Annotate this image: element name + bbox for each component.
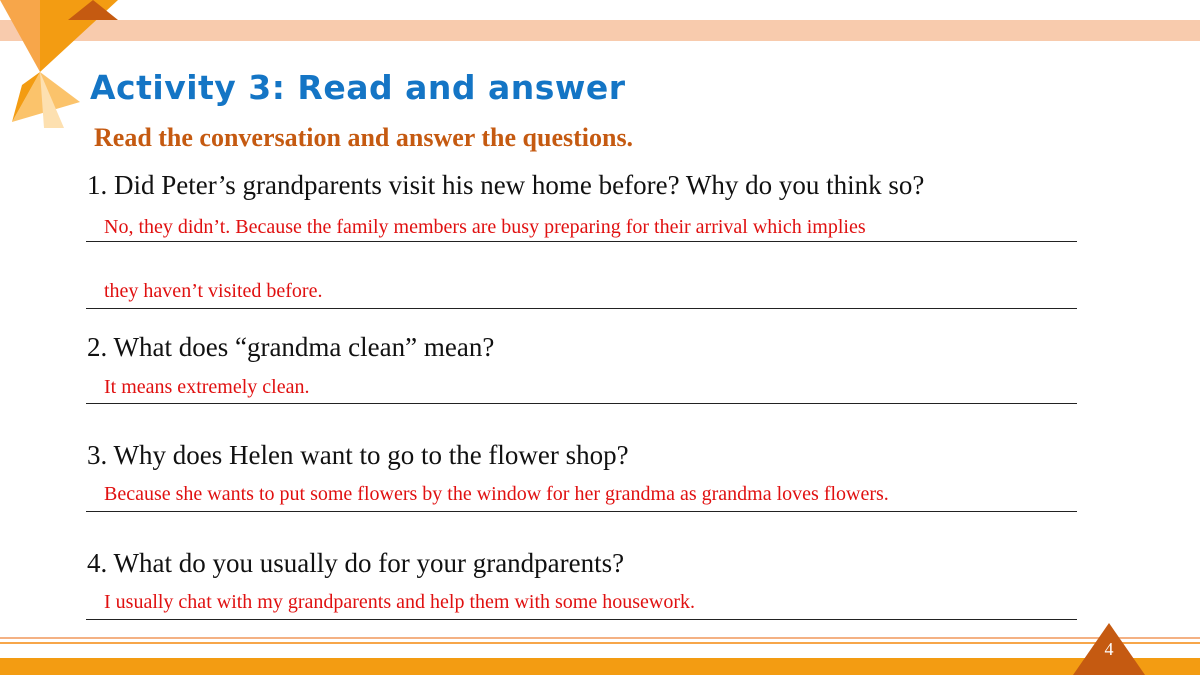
bottom-decor-line — [0, 642, 1200, 644]
page-number: 4 — [1104, 639, 1114, 659]
question-2: 2. What does “grandma clean” mean? — [87, 332, 495, 362]
question-1: 1. Did Peter’s grandparents visit his new home before? Why do you think so? — [87, 170, 925, 200]
answer-4: I usually chat with my grandparents and help them with some housework. — [104, 591, 695, 613]
top-decor-band — [0, 20, 1200, 41]
page-title: Activity 3: Read and answer — [90, 68, 626, 107]
answer-2: It means extremely clean. — [104, 376, 310, 398]
answer-line — [86, 241, 1077, 242]
bottom-decor-band — [0, 658, 1200, 675]
answer-line — [86, 511, 1077, 512]
answer-line — [86, 403, 1077, 404]
question-3: 3. Why does Helen want to go to the flower shop? — [87, 440, 629, 470]
answer-line — [86, 619, 1077, 620]
answer-1-line-2: they haven’t visited before. — [104, 280, 323, 302]
instructions: Read the conversation and answer the questions. — [94, 123, 634, 152]
answer-3: Because she wants to put some flowers by the window for her grandma as grandma loves flowers. — [104, 483, 889, 505]
answer-line — [86, 308, 1077, 309]
question-4: 4. What do you usually do for your grandparents? — [87, 548, 625, 578]
answer-1-line-1: No, they didn’t. Because the family members are busy preparing for their arrival which implies — [104, 216, 866, 238]
bottom-decor-line — [0, 637, 1200, 639]
